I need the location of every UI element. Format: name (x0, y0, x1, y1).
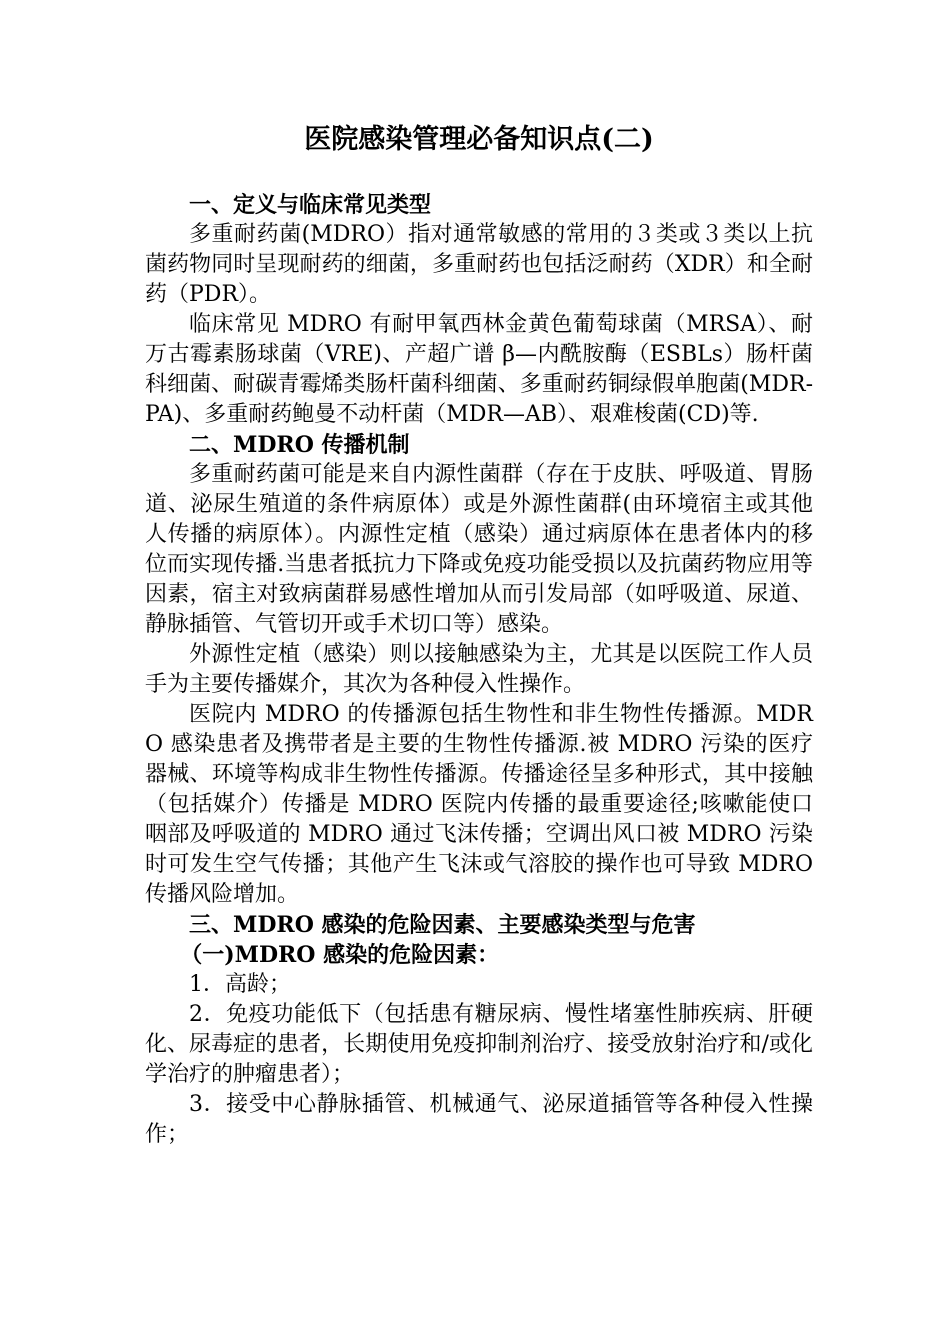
list-item: 1．高龄； (189, 972, 291, 997)
list-item: 2．免疫功能低下（包括患有糖尿病、慢性堵塞性肺疾病、肝硬化、尿毒症的患者，长期使用免疫抑制剂治疗、接受放射治疗和/或化学治疗的肿瘤患者）； (145, 1002, 813, 1087)
paragraph: 外源性定植（感染）则以接触感染为主，尤其是以医院工作人员手为主要传播媒介，其次为各种侵入性操作。 (145, 642, 813, 697)
section-heading-2: 二、MDRO 传播机制 (189, 432, 410, 458)
paragraph: 多重耐药菌(MDRO）指对通常敏感的常用的３类或３类以上抗菌药物同时呈现耐药的细菌，多重耐药也包括泛耐药（XDR）和全耐药（PDR）。 (145, 222, 813, 307)
paragraph: 临床常见 MDRO 有耐甲氧西林金黄色葡萄球菌（MRSA）、耐万古霉素肠球菌（VRE)、产超广谱 β—内酰胺酶（ESBLs）肠杆菌科细菌、耐碳青霉烯类肠杆菌科细菌、多重耐药铜绿假单胞菌(MDR-PA)、多重耐药鲍曼不动杆菌（MDR—AB）、艰难梭菌(CD)等. (145, 312, 813, 427)
section-heading-1: 一、定义与临床常见类型 (189, 192, 432, 218)
paragraph: 多重耐药菌可能是来自内源性菌群（存在于皮肤、呼吸道、胃肠道、泌尿生殖道的条件病原体）或是外源性菌群(由环境宿主或其他人传播的病原体）。内源性定植（感染）通过病原体在患者体内的移位而实现传播.当患者抵抗力下降或免疫功能受损以及抗菌药物应用等因素，宿主对致病菌群易感性增加从而引发局部（如呼吸道、尿道、静脉插管、气管切开或手术切口等）感染。 (145, 462, 813, 637)
paragraph: 医院内 MDRO 的传播源包括生物性和非生物性传播源。MDRO 感染患者及携带者是主要的生物性传播源.被 MDRO 污染的医疗器械、环境等构成非生物性传播源。传播途径呈多种形式，其中接触（包括媒介）传播是 MDRO 医院内传播的最重要途径;咳嗽能使口咽部及呼吸道的 MDRO 通过飞沫传播；空调出风口被 MDRO 污染时可发生空气传播；其他产生飞沫或气溶胶的操作也可导致 MDRO 传播风险增加。 (145, 702, 813, 907)
section-heading-3: 三、MDRO 感染的危险因素、主要感染类型与危害 (189, 912, 696, 938)
document-title: 医院感染管理必备知识点(二) (304, 124, 654, 155)
list-item: 3．接受中心静脉插管、机械通气、泌尿道插管等各种侵入性操作； (145, 1092, 813, 1147)
document-page (145, 120, 813, 1150)
subsection-heading: （一)MDRO 感染的危险因素： (180, 942, 500, 968)
